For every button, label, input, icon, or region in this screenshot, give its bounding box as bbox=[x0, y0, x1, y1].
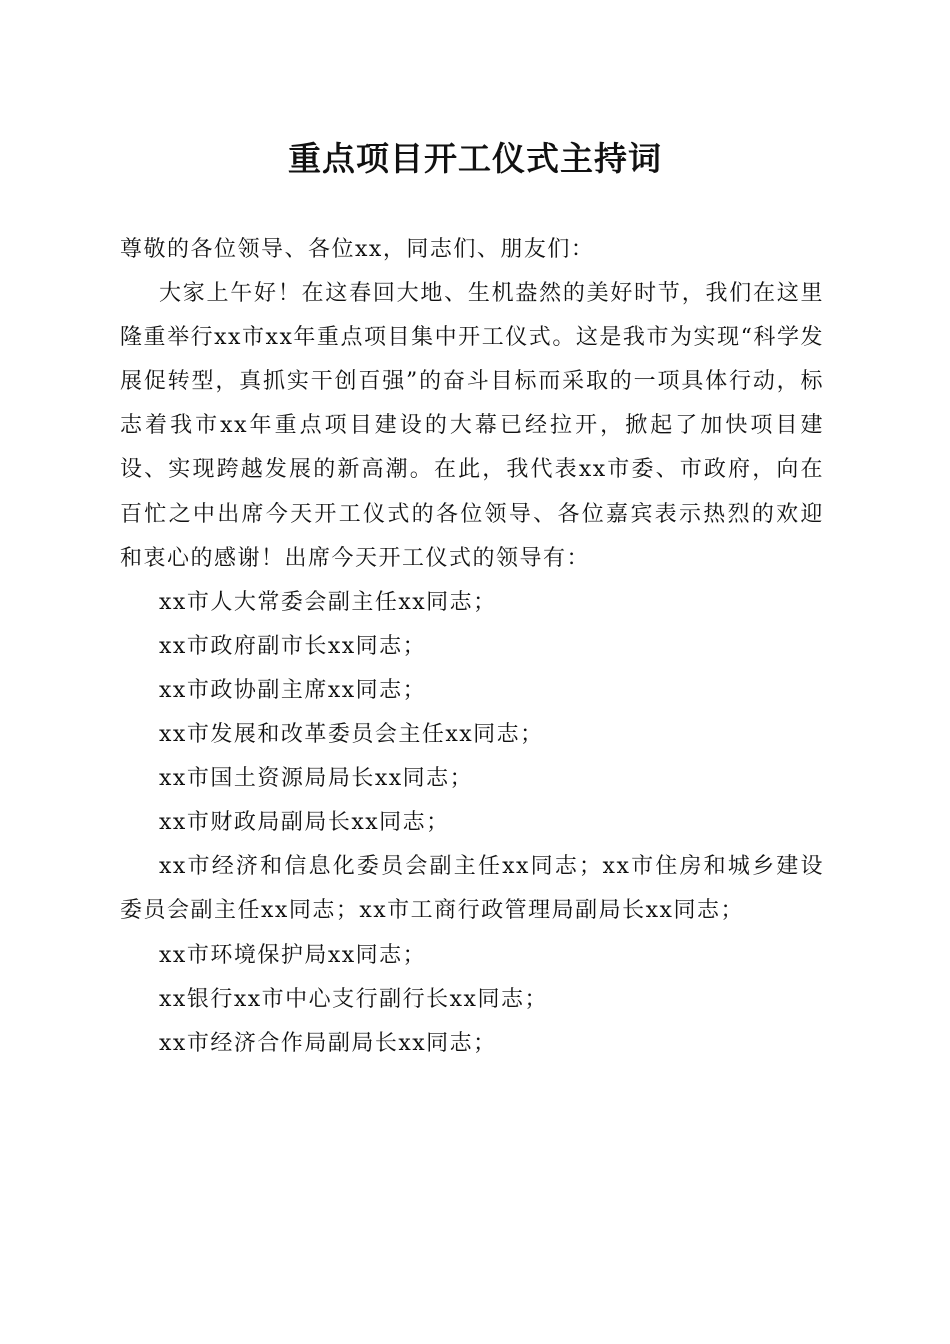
document-body bbox=[120, 228, 824, 1066]
attendee-line: xx市人大常委会副主任xx同志； bbox=[159, 589, 497, 615]
attendee-line: xx市环境保护局xx同志； bbox=[159, 942, 427, 968]
document-title: 重点项目开工仪式主持词 bbox=[288, 139, 662, 178]
attendee-line: xx市经济合作局副局长xx同志； bbox=[159, 1030, 497, 1056]
attendee-line: xx银行xx市中心支行副行长xx同志； bbox=[159, 986, 548, 1012]
attendee-line: xx市财政局副局长xx同志； bbox=[159, 810, 450, 836]
attendee-line: xx市政府副市长xx同志； bbox=[159, 633, 427, 659]
attendee-line: xx市发展和改革委员会主任xx同志； bbox=[159, 722, 544, 748]
attendee-line: xx市国土资源局局长xx同志； bbox=[159, 766, 474, 792]
attendee-line: xx市经济和信息化委员会副主任xx同志；xx市住房和城乡建设委员会副主任xx同志；xx市工商行政管理局副局长xx同志； bbox=[120, 854, 824, 924]
attendee-line: xx市政协副主席xx同志； bbox=[159, 677, 427, 703]
salutation: 尊敬的各位领导、各位xx，同志们、朋友们： bbox=[120, 237, 595, 262]
paragraph-opening: 大家上午好！在这春回大地、生机盎然的美好时节，我们在这里隆重举行xx市xx年重点项目集中开工仪式。这是我市为实现“科学发展促转型，真抓实干创百强”的奋斗目标而采取的一项具体行动，标志着我市xx年重点项目建设的大幕已经拉开，掀起了加快项目建设、实现跨越发展的新高潮。在此，我代表xx市委、市政府，向在百忙之中出席今天开工仪式的各位领导、各位嘉宾表示热烈的欢迎和衷心的感谢！出席今天开工仪式的领导有： bbox=[120, 281, 824, 571]
